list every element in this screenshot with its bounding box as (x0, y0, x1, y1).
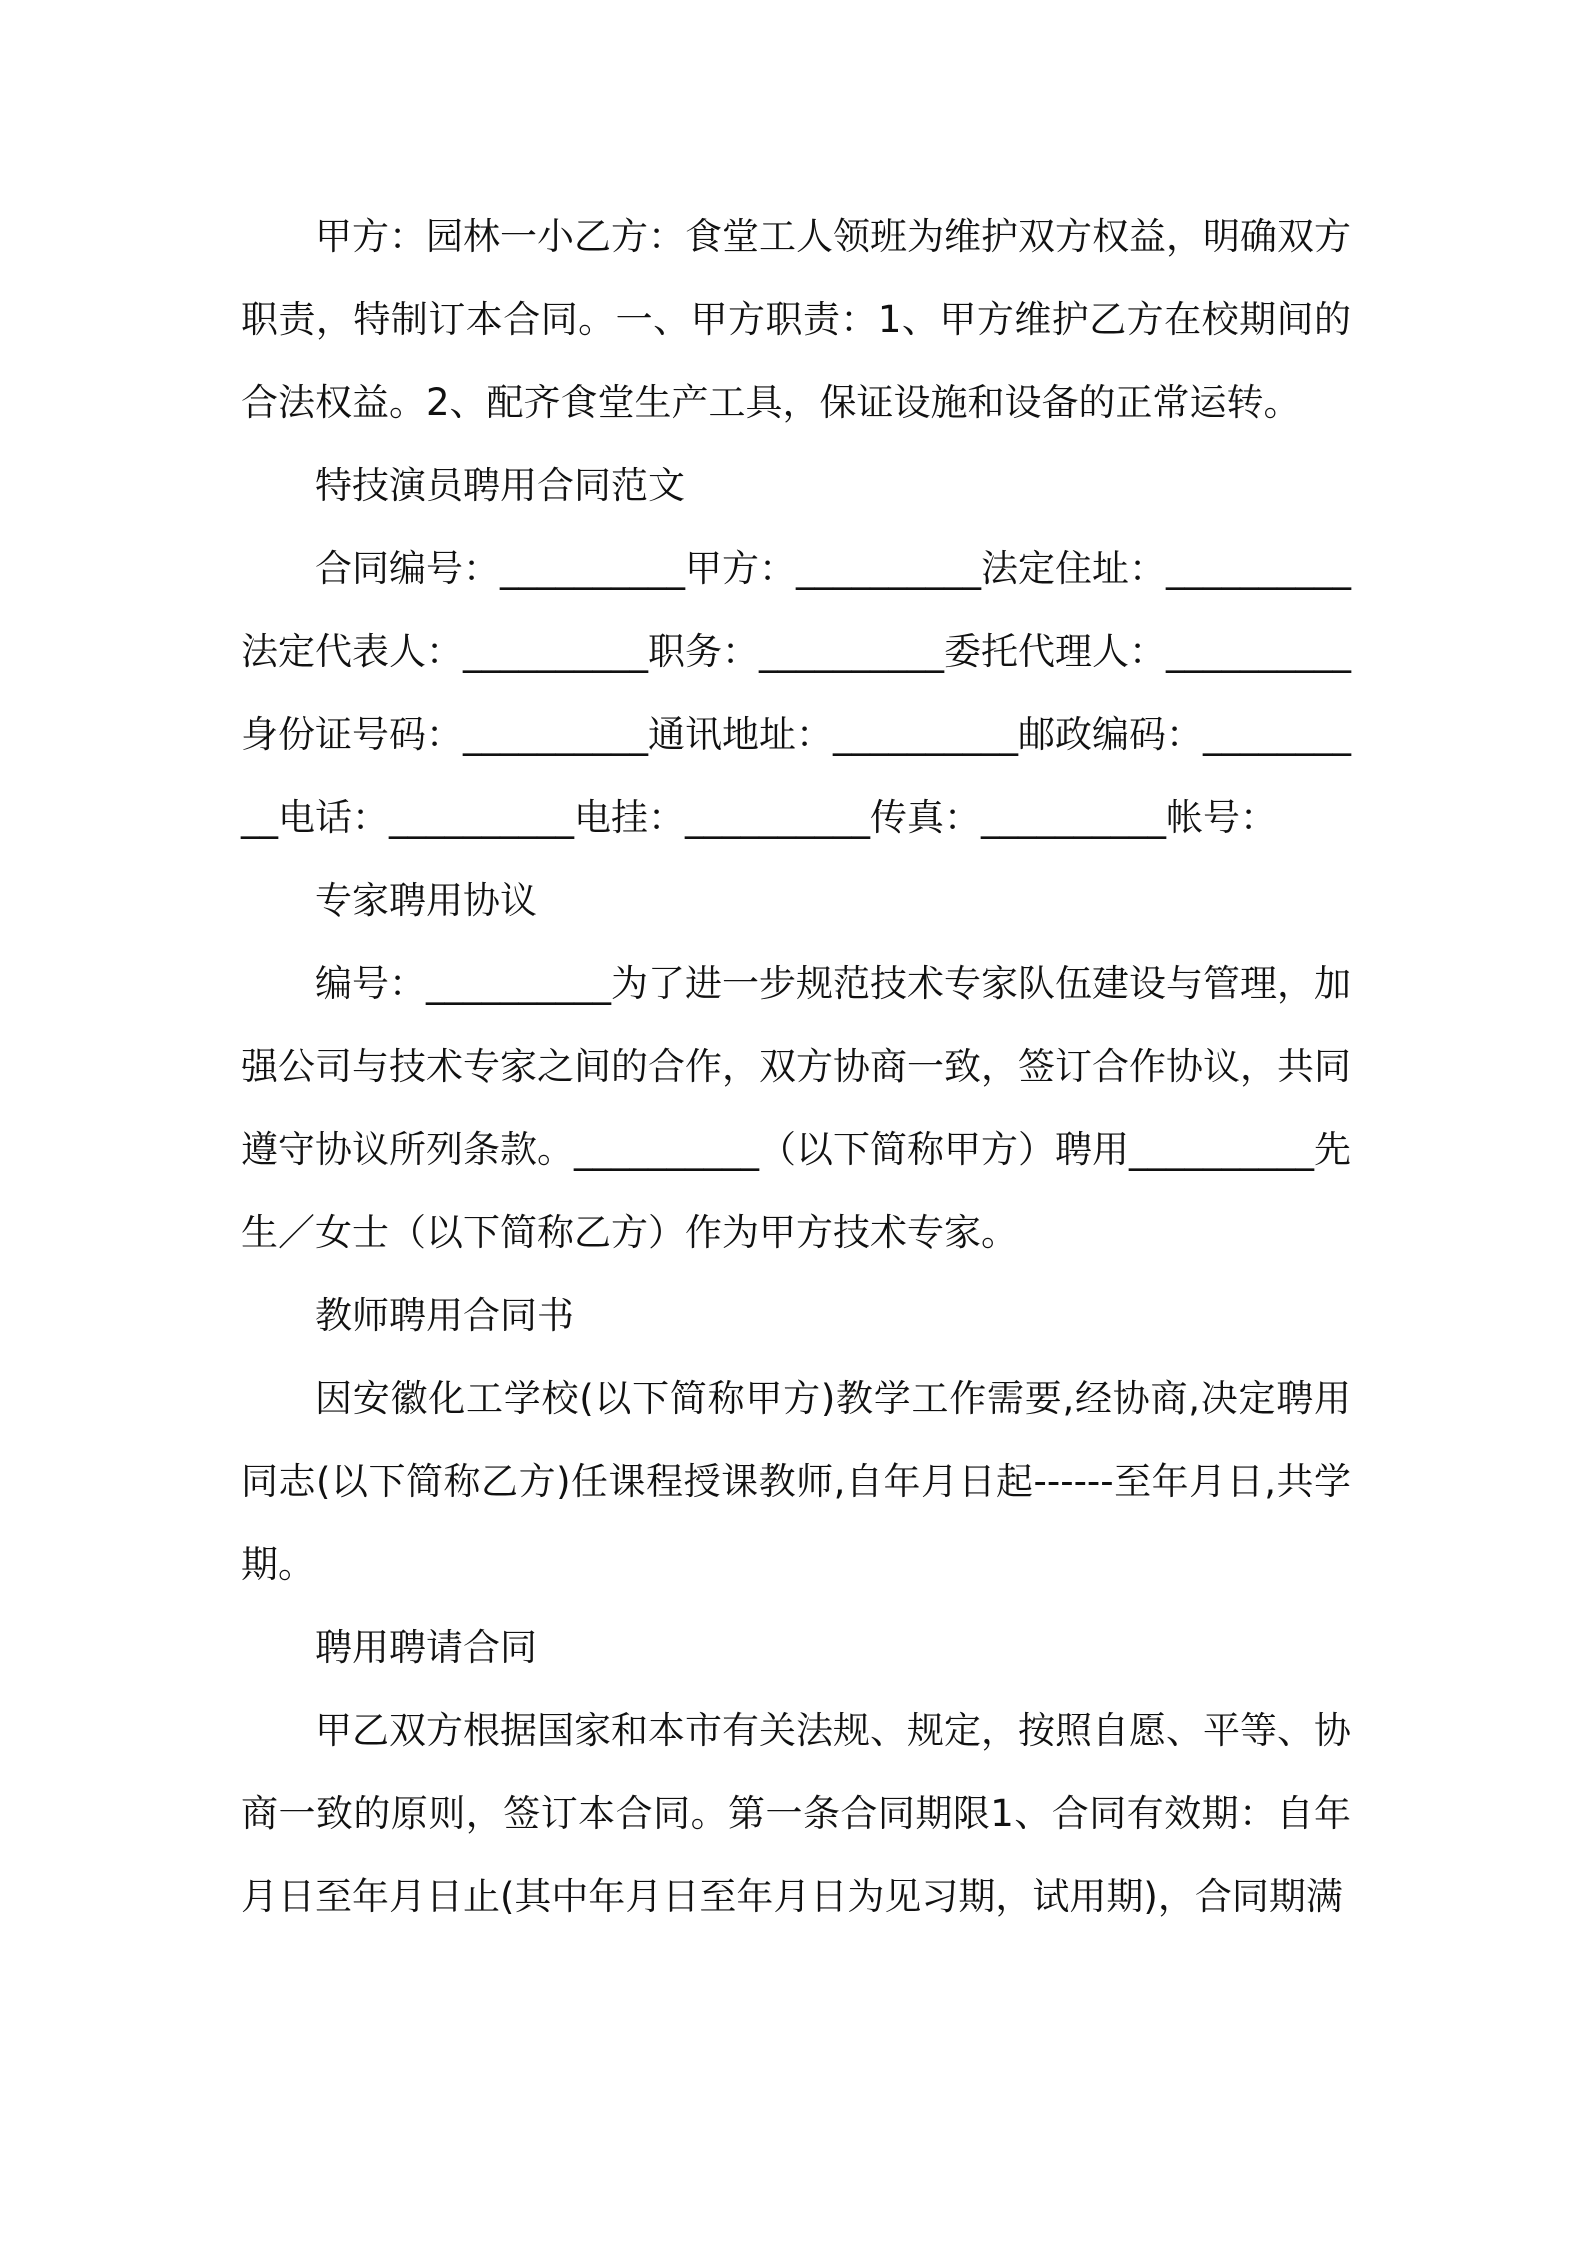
paragraph-teacher-contract: 因安徽化工学校(以下简称甲方)教学工作需要,经协商,决定聘用同志(以下简称乙方)任课程授课教师,自年月日起------至年月日,共学期。 (241, 1377, 1351, 1586)
heading-employment-contract: 聘用聘请合同 (315, 1626, 537, 1669)
paragraph-employment-contract: 甲乙双方根据国家和本市有关法规、规定，按照自愿、平等、协商一致的原则，签订本合同。第一条合同期限1、合同有效期：自年月日至年月日止(其中年月日至年月日为见习期，试用期)，合同期满 (241, 1709, 1351, 1918)
heading-expert-agreement: 专家聘用协议 (315, 879, 537, 922)
document-page (241, 195, 1351, 1938)
paragraph-stunt-actor-fields: 合同编号：__________甲方：__________法定住址：__________法定代表人：__________职务：__________委托代理人：__________身份证号码：__________通讯地址：__________邮政编码：__________电话：__________电挂：__________传真：__________帐号： (241, 547, 1351, 839)
heading-teacher-contract: 教师聘用合同书 (315, 1294, 574, 1337)
paragraph-canteen-contract: 甲方：园林一小乙方：食堂工人领班为维护双方权益，明确双方职责，特制订本合同。一、甲方职责：1、甲方维护乙方在校期间的合法权益。2、配齐食堂生产工具，保证设施和设备的正常运转。 (241, 215, 1351, 424)
paragraph-expert-agreement: 编号：__________为了进一步规范技术专家队伍建设与管理，加强公司与技术专家之间的合作，双方协商一致，签订合作协议，共同遵守协议所列条款。__________（以下简称甲方）聘用__________先生／女士（以下简称乙方）作为甲方技术专家。 (241, 962, 1351, 1254)
heading-stunt-actor-contract: 特技演员聘用合同范文 (315, 464, 685, 507)
